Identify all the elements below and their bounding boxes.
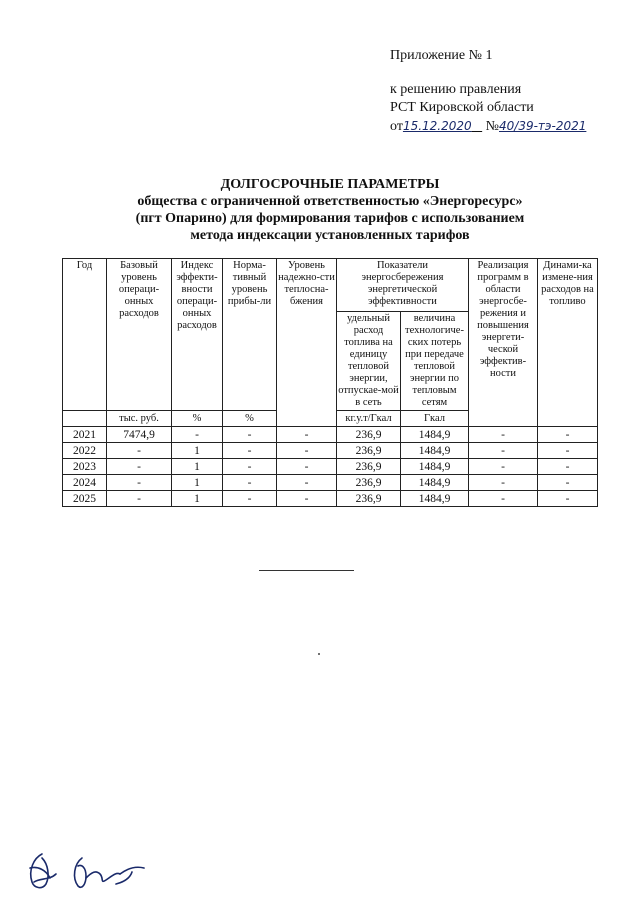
cell-reliability: -: [277, 475, 337, 491]
appendix-from: от: [390, 119, 403, 134]
cell-program: -: [469, 491, 538, 507]
header-energy-indicators: Показатели энергосбережения энергетической эффективности: [337, 259, 469, 312]
cell-dynamics: -: [538, 475, 598, 491]
appendix-block: [390, 47, 586, 136]
stray-dot: [318, 653, 320, 655]
cell-dynamics: -: [538, 443, 598, 459]
appendix-date-line: [390, 117, 586, 136]
table-row: [63, 459, 598, 475]
handwritten-signature: [20, 848, 150, 896]
cell-year: 2025: [63, 491, 107, 507]
appendix-line-1: к решению правления: [390, 82, 522, 97]
decision-date: 15.12.2020: [402, 119, 472, 133]
cell-fuel: 236,9: [337, 427, 401, 443]
cell-index: -: [172, 427, 223, 443]
cell-loss: 1484,9: [401, 443, 469, 459]
table-row: [63, 443, 598, 459]
cell-fuel: 236,9: [337, 475, 401, 491]
unit-base: тыс. руб.: [107, 411, 172, 427]
cell-index: 1: [172, 443, 223, 459]
header-reliability: Уровень надежно-сти теплосна-бжения: [277, 259, 337, 427]
table-row: [63, 427, 598, 443]
unit-loss: Гкал: [401, 411, 469, 427]
appendix-line-2: РСТ Кировской области: [390, 100, 534, 115]
cell-program: -: [469, 443, 538, 459]
cell-program: -: [469, 459, 538, 475]
heading-line-1: ДОЛГОСРОЧНЫЕ ПАРАМЕТРЫ: [220, 177, 440, 192]
cell-norm: -: [223, 459, 277, 475]
appendix-title: Приложение № 1: [390, 48, 493, 63]
parameters-table: [62, 258, 598, 507]
unit-index: %: [172, 411, 223, 427]
cell-loss: 1484,9: [401, 427, 469, 443]
cell-year: 2024: [63, 475, 107, 491]
unit-fuel: кг.у.т/Гкал: [337, 411, 401, 427]
cell-year: 2022: [63, 443, 107, 459]
cell-norm: -: [223, 443, 277, 459]
cell-dynamics: -: [538, 459, 598, 475]
document-heading: [60, 176, 600, 244]
cell-reliability: -: [277, 427, 337, 443]
cell-dynamics: -: [538, 427, 598, 443]
table-row: [63, 475, 598, 491]
unit-norm: %: [223, 411, 277, 427]
header-programs: Реализация программ в области энергосбе-режения и повышения энергети-ческой эффектив-ности: [469, 259, 538, 427]
cell-norm: -: [223, 475, 277, 491]
header-base-level: Базовый уровень операци-онных расходов: [107, 259, 172, 411]
table-row: [63, 491, 598, 507]
cell-year: 2023: [63, 459, 107, 475]
cell-loss: 1484,9: [401, 459, 469, 475]
appendix-no: №: [485, 119, 500, 134]
cell-base: -: [107, 459, 172, 475]
cell-fuel: 236,9: [337, 491, 401, 507]
cell-index: 1: [172, 491, 223, 507]
unit-year: [63, 411, 107, 427]
heading-line-3: (пгт Опарино) для формирования тарифов с использованием: [135, 211, 525, 226]
decision-number: 40/39-тэ-2021: [499, 119, 587, 133]
cell-fuel: 236,9: [337, 443, 401, 459]
header-efficiency-index: Индекс эффекти-вности операци-онных расходов: [172, 259, 223, 411]
cell-fuel: 236,9: [337, 459, 401, 475]
cell-program: -: [469, 475, 538, 491]
cell-norm: -: [223, 427, 277, 443]
cell-base: -: [107, 491, 172, 507]
cell-reliability: -: [277, 491, 337, 507]
cell-program: -: [469, 427, 538, 443]
cell-base: -: [107, 443, 172, 459]
heading-line-4: метода индексации установленных тарифов: [190, 228, 470, 243]
cell-index: 1: [172, 459, 223, 475]
header-fuel-consumption: удельный расход топлива на единицу тепловой энергии, отпускае-мой в сеть: [337, 312, 401, 411]
cell-reliability: -: [277, 443, 337, 459]
separator-line: [259, 570, 354, 571]
cell-norm: -: [223, 491, 277, 507]
header-normative-profit: Норма-тивный уровень прибы-ли: [223, 259, 277, 411]
cell-loss: 1484,9: [401, 491, 469, 507]
cell-year: 2021: [63, 427, 107, 443]
cell-dynamics: -: [538, 491, 598, 507]
header-fuel-dynamics: Динами-ка измене-ния расходов на топливо: [538, 259, 598, 427]
cell-base: -: [107, 475, 172, 491]
cell-base: 7474,9: [107, 427, 172, 443]
header-year: Год: [63, 259, 107, 411]
cell-loss: 1484,9: [401, 475, 469, 491]
heading-line-2: общества с ограниченной ответственностью «Энергоресурс»: [137, 194, 523, 209]
cell-index: 1: [172, 475, 223, 491]
header-heat-losses: величина технологиче-ских потерь при передаче тепловой энергии по тепловым сетям: [401, 312, 469, 411]
cell-reliability: -: [277, 459, 337, 475]
